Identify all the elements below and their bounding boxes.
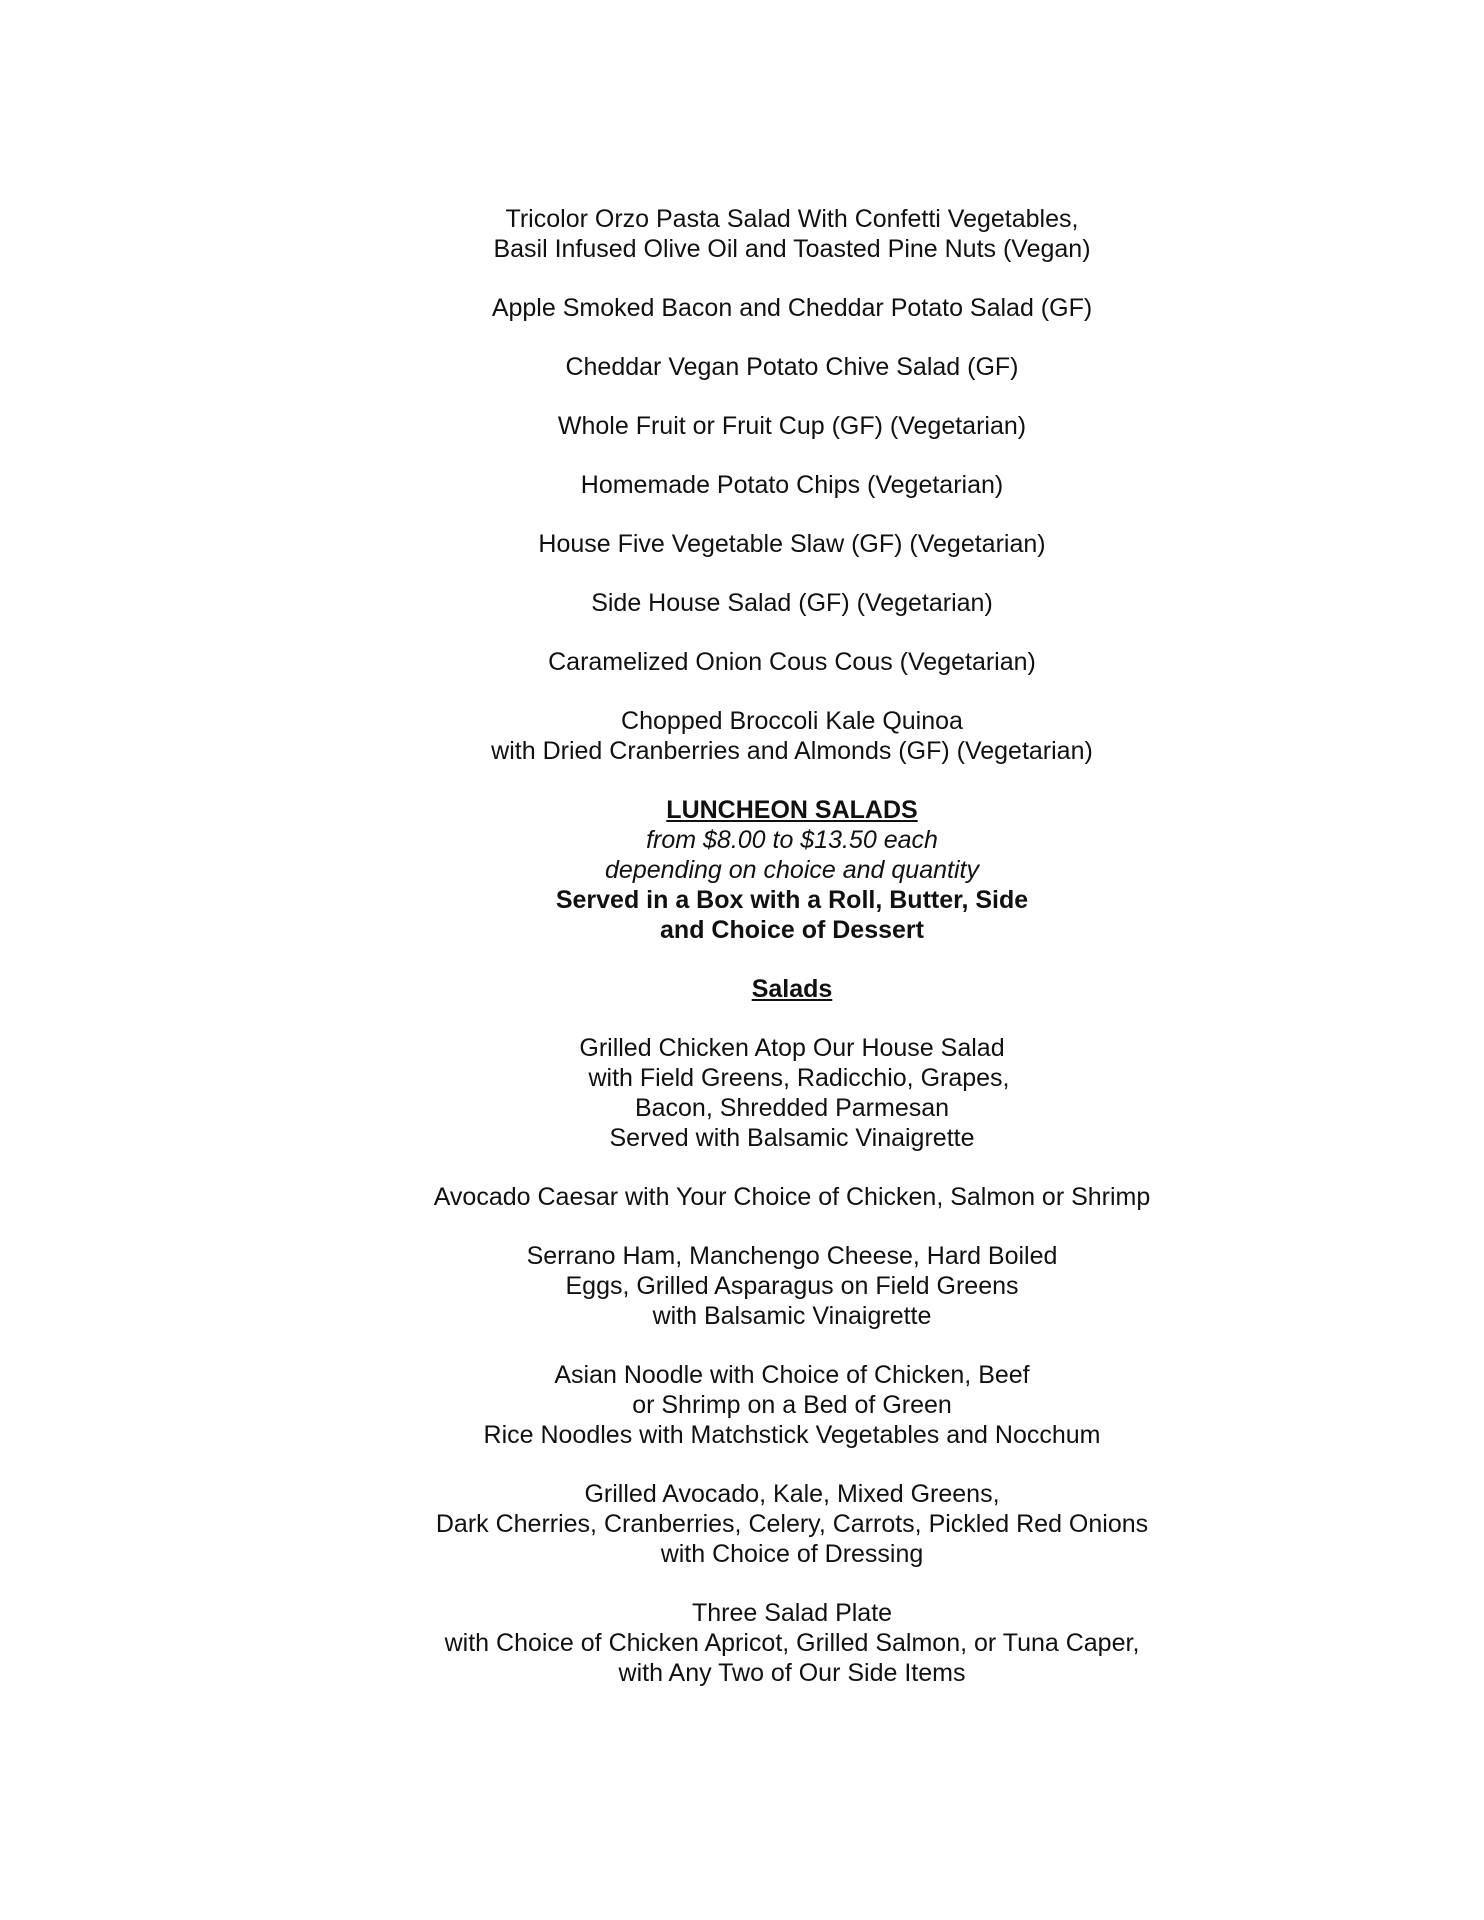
salad-item-line: Three Salad Plate	[691, 1599, 893, 1627]
side-item	[0, 470, 1484, 500]
side-item	[0, 204, 1484, 264]
salad-item-line: with Any Two of Our Side Items	[618, 1659, 966, 1687]
salad-item-line: Dark Cherries, Cranberries, Celery, Carrots, Pickled Red Onions	[435, 1510, 1149, 1538]
served-note: Served in a Box with a Roll, Butter, Side	[555, 886, 1029, 914]
salad-item-line: Serrano Ham, Manchengo Cheese, Hard Boiled	[526, 1242, 1058, 1270]
salad-item	[0, 1182, 1484, 1212]
salad-item-line: Grilled Avocado, Kale, Mixed Greens,	[584, 1480, 1000, 1508]
served-note: and Choice of Dessert	[660, 916, 924, 944]
side-item	[0, 588, 1484, 618]
salad-item	[0, 1360, 1484, 1450]
salad-item-line: Eggs, Grilled Asparagus on Field Greens	[565, 1272, 1019, 1300]
side-item-line: Chopped Broccoli Kale Quinoa	[621, 707, 963, 735]
side-item-line: Homemade Potato Chips (Vegetarian)	[580, 471, 1004, 499]
salad-item-line: with Choice of Chicken Apricot, Grilled Salmon, or Tuna Caper,	[444, 1629, 1140, 1657]
side-item	[0, 293, 1484, 323]
side-item	[0, 647, 1484, 677]
salad-item-line: with Field Greens, Radicchio, Grapes,	[588, 1064, 1010, 1092]
salads-section-header	[0, 974, 1484, 1004]
salad-item	[0, 1598, 1484, 1688]
luncheon-salads-heading: LUNCHEON SALADS	[666, 796, 918, 824]
side-item-line: with Dried Cranberries and Almonds (GF) (Vegetarian)	[491, 737, 1093, 765]
side-item-line: Tricolor Orzo Pasta Salad With Confetti Vegetables,	[505, 205, 1079, 233]
side-item-line: Basil Infused Olive Oil and Toasted Pine Nuts (Vegan)	[493, 235, 1091, 263]
price-note: depending on choice and quantity	[605, 856, 979, 884]
side-item-line: Caramelized Onion Cous Cous (Vegetarian)	[548, 648, 1036, 676]
salad-item-line: Bacon, Shredded Parmesan	[634, 1094, 950, 1122]
salad-item-line: Avocado Caesar with Your Choice of Chicken, Salmon or Shrimp	[433, 1183, 1151, 1211]
side-item-line: Side House Salad (GF) (Vegetarian)	[591, 589, 993, 617]
salad-item-line: Rice Noodles with Matchstick Vegetables and Nocchum	[483, 1421, 1101, 1449]
salad-item-line: with Choice of Dressing	[660, 1540, 924, 1568]
side-item-line: Apple Smoked Bacon and Cheddar Potato Salad (GF)	[491, 294, 1093, 322]
side-item-line: House Five Vegetable Slaw (GF) (Vegetarian)	[538, 530, 1046, 558]
side-item	[0, 352, 1484, 382]
salad-item	[0, 1033, 1484, 1153]
salad-item-line: Served with Balsamic Vinaigrette	[609, 1124, 975, 1152]
side-item	[0, 706, 1484, 766]
side-item	[0, 529, 1484, 559]
salad-item	[0, 1241, 1484, 1331]
price-range: from $8.00 to $13.50 each	[646, 826, 938, 854]
menu-column	[0, 204, 1484, 1717]
salads-heading: Salads	[751, 975, 833, 1003]
salad-item-line: with Balsamic Vinaigrette	[652, 1302, 932, 1330]
side-item-line: Cheddar Vegan Potato Chive Salad (GF)	[565, 353, 1019, 381]
salad-item-line: Grilled Chicken Atop Our House Salad	[579, 1034, 1005, 1062]
salad-item	[0, 1479, 1484, 1569]
side-item	[0, 411, 1484, 441]
luncheon-salads-section	[0, 795, 1484, 945]
side-item-line: Whole Fruit or Fruit Cup (GF) (Vegetarian)	[557, 412, 1027, 440]
salad-item-line: Asian Noodle with Choice of Chicken, Beef	[554, 1361, 1030, 1389]
salad-item-line: or Shrimp on a Bed of Green	[632, 1391, 952, 1419]
